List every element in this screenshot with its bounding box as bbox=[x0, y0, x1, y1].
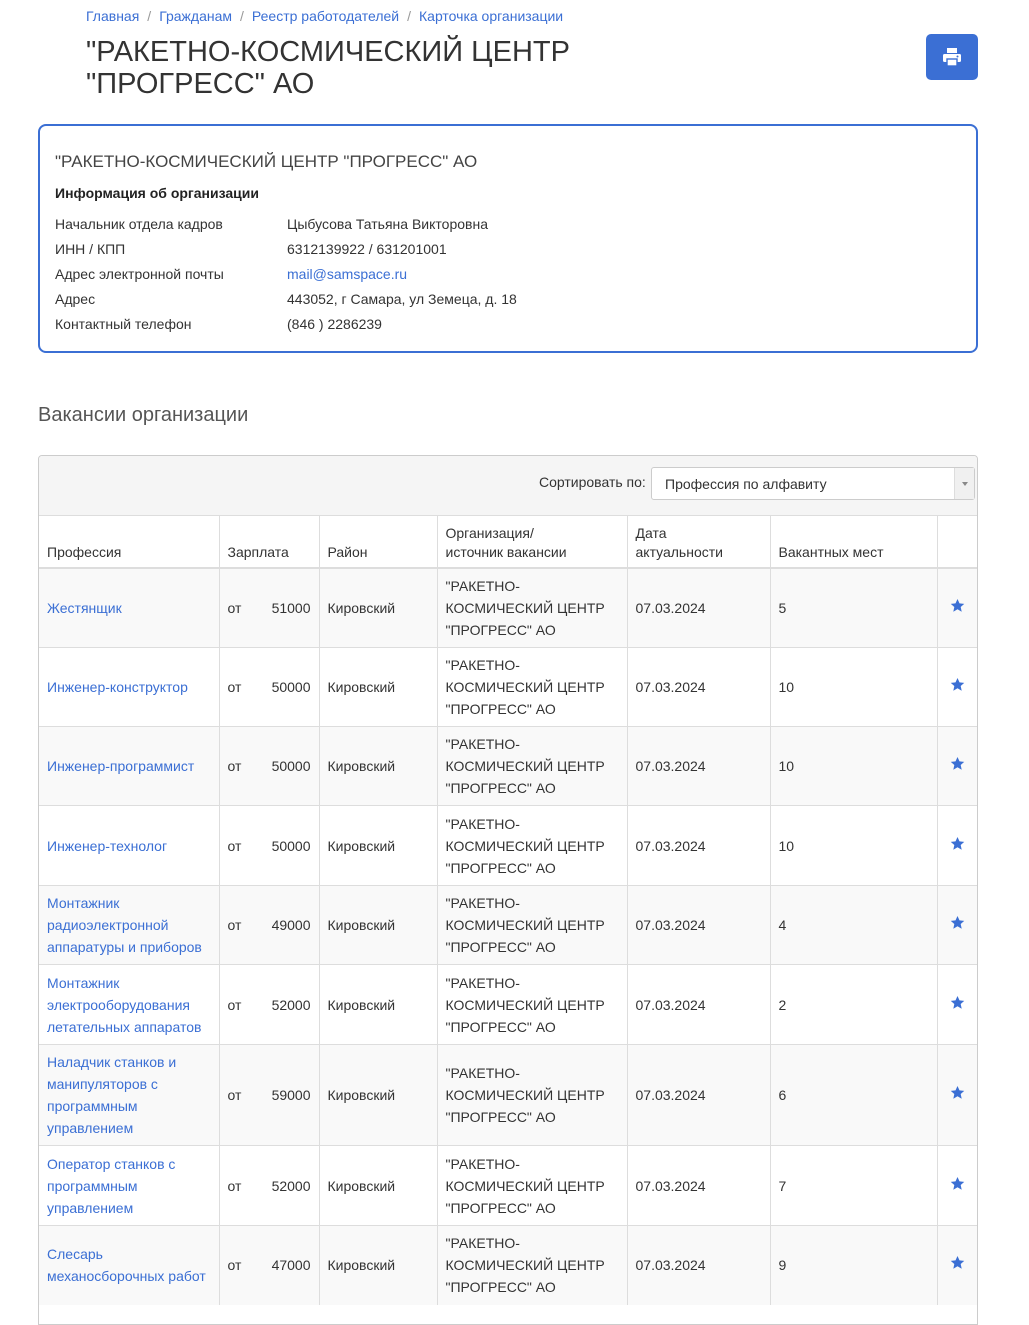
field-value: (846 ) 2286239 bbox=[287, 316, 382, 332]
col-header-date[interactable]: Дата актуальности bbox=[627, 516, 770, 568]
breadcrumb-citizens[interactable]: Гражданам bbox=[159, 8, 233, 24]
table-row bbox=[39, 568, 977, 648]
breadcrumb-home[interactable]: Главная bbox=[86, 8, 140, 24]
cell-profession bbox=[39, 1045, 219, 1146]
vacancies-table bbox=[39, 515, 977, 1305]
cell-favorite bbox=[937, 727, 977, 806]
salary-prefix: от bbox=[227, 1087, 242, 1103]
cell-places: 6 bbox=[770, 1045, 937, 1146]
cell-org: "РАКЕТНО-КОСМИЧЕСКИЙ ЦЕНТР "ПРОГРЕСС" АО bbox=[437, 648, 627, 727]
salary-value: 49000 bbox=[271, 917, 311, 933]
salary-value: 50000 bbox=[271, 837, 311, 854]
cell-salary bbox=[219, 1226, 319, 1305]
cell-district: Кировский bbox=[319, 965, 437, 1045]
table-row bbox=[39, 1226, 977, 1305]
cell-profession bbox=[39, 1226, 219, 1305]
cell-places: 10 bbox=[770, 727, 937, 806]
profession-link[interactable]: Слесарь механосборочных работ bbox=[47, 1246, 206, 1285]
star-icon[interactable] bbox=[950, 917, 965, 933]
cell-favorite bbox=[937, 965, 977, 1045]
cell-salary bbox=[219, 1045, 319, 1146]
field-label: ИНН / КПП bbox=[55, 241, 126, 257]
field-value: 443052, г Самара, ул Земеца, д. 18 bbox=[287, 291, 517, 307]
cell-places: 5 bbox=[770, 568, 937, 648]
star-icon[interactable] bbox=[950, 679, 965, 695]
cell-favorite bbox=[937, 806, 977, 886]
profession-link[interactable]: Жестянщик bbox=[47, 599, 122, 616]
breadcrumb-separator: / bbox=[240, 8, 244, 24]
cell-places: 4 bbox=[770, 886, 937, 965]
cell-places: 10 bbox=[770, 648, 937, 727]
cell-salary bbox=[219, 648, 319, 727]
print-button[interactable] bbox=[926, 34, 978, 80]
star-icon[interactable] bbox=[950, 1257, 965, 1273]
cell-favorite bbox=[937, 568, 977, 648]
cell-favorite bbox=[937, 648, 977, 727]
table-row bbox=[39, 806, 977, 886]
salary-value: 47000 bbox=[271, 1257, 311, 1274]
cell-district: Кировский bbox=[319, 1045, 437, 1146]
cell-district: Кировский bbox=[319, 886, 437, 965]
cell-org: "РАКЕТНО-КОСМИЧЕСКИЙ ЦЕНТР "ПРОГРЕСС" АО bbox=[437, 568, 627, 648]
cell-district: Кировский bbox=[319, 806, 437, 886]
sort-bar bbox=[39, 456, 977, 515]
dropdown-toggle[interactable] bbox=[954, 468, 974, 499]
star-icon[interactable] bbox=[950, 838, 965, 854]
profession-link[interactable]: Оператор станков с программным управлением bbox=[47, 1155, 176, 1216]
cell-profession bbox=[39, 965, 219, 1045]
cell-date: 07.03.2024 bbox=[627, 806, 770, 886]
cell-org: "РАКЕТНО-КОСМИЧЕСКИЙ ЦЕНТР "ПРОГРЕСС" АО bbox=[437, 1045, 627, 1146]
star-icon[interactable] bbox=[950, 997, 965, 1013]
vacancies-heading: Вакансии организации bbox=[38, 404, 249, 426]
email-link[interactable]: mail@samspace.ru bbox=[287, 266, 408, 282]
salary-value: 50000 bbox=[271, 758, 311, 774]
cell-date: 07.03.2024 bbox=[627, 1045, 770, 1146]
cell-salary bbox=[219, 727, 319, 806]
org-name: "РАКЕТНО-КОСМИЧЕСКИЙ ЦЕНТР "ПРОГРЕСС" АО bbox=[55, 152, 478, 171]
table-header-row bbox=[39, 516, 977, 568]
sort-select[interactable] bbox=[651, 467, 975, 500]
salary-value: 52000 bbox=[271, 996, 311, 1013]
print-icon bbox=[942, 47, 962, 67]
cell-org: "РАКЕТНО-КОСМИЧЕСКИЙ ЦЕНТР "ПРОГРЕСС" АО bbox=[437, 965, 627, 1045]
profession-link[interactable]: Инженер-программист bbox=[47, 758, 195, 774]
salary-prefix: от bbox=[227, 599, 242, 616]
cell-date: 07.03.2024 bbox=[627, 965, 770, 1045]
salary-prefix: от bbox=[227, 1177, 242, 1194]
cell-favorite bbox=[937, 1226, 977, 1305]
cell-favorite bbox=[937, 1045, 977, 1146]
profession-link[interactable]: Инженер-технолог bbox=[47, 837, 168, 854]
cell-district: Кировский bbox=[319, 648, 437, 727]
cell-district: Кировский bbox=[319, 568, 437, 648]
cell-date: 07.03.2024 bbox=[627, 1226, 770, 1305]
col-header-places[interactable]: Вакантных мест bbox=[770, 516, 937, 568]
cell-date: 07.03.2024 bbox=[627, 727, 770, 806]
breadcrumb-employers-registry[interactable]: Реестр работодателей bbox=[251, 8, 400, 24]
cell-places: 7 bbox=[770, 1146, 937, 1226]
cell-salary bbox=[219, 806, 319, 886]
salary-value: 59000 bbox=[271, 1087, 311, 1103]
breadcrumb-separator: / bbox=[407, 8, 411, 24]
cell-date: 07.03.2024 bbox=[627, 886, 770, 965]
cell-salary bbox=[219, 1146, 319, 1226]
cell-district: Кировский bbox=[319, 1226, 437, 1305]
col-header-favorite bbox=[937, 516, 977, 568]
cell-org: "РАКЕТНО-КОСМИЧЕСКИЙ ЦЕНТР "ПРОГРЕСС" АО bbox=[437, 806, 627, 886]
table-row bbox=[39, 965, 977, 1045]
col-header-district[interactable]: Район bbox=[319, 516, 437, 568]
cell-salary bbox=[219, 568, 319, 648]
field-label: Начальник отдела кадров bbox=[55, 216, 223, 232]
cell-org: "РАКЕТНО-КОСМИЧЕСКИЙ ЦЕНТР "ПРОГРЕСС" АО bbox=[437, 727, 627, 806]
breadcrumb-org-card[interactable]: Карточка организации bbox=[419, 8, 564, 24]
cell-profession bbox=[39, 648, 219, 727]
cell-profession bbox=[39, 568, 219, 648]
cell-places: 9 bbox=[770, 1226, 937, 1305]
table-row bbox=[39, 886, 977, 965]
cell-places: 2 bbox=[770, 965, 937, 1045]
table-row bbox=[39, 1045, 977, 1146]
page-title: "РАКЕТНО-КОСМИЧЕСКИЙ ЦЕНТР "ПРОГРЕСС" АО bbox=[86, 36, 570, 100]
salary-value: 50000 bbox=[271, 679, 311, 695]
cell-org: "РАКЕТНО-КОСМИЧЕСКИЙ ЦЕНТР "ПРОГРЕСС" АО bbox=[437, 1226, 627, 1305]
salary-value: 52000 bbox=[271, 1177, 311, 1194]
cell-favorite bbox=[937, 886, 977, 965]
profession-link[interactable]: Монтажник радиоэлектронной аппаратуры и приборов bbox=[47, 895, 202, 955]
star-icon[interactable] bbox=[950, 758, 965, 774]
cell-org: "РАКЕТНО-КОСМИЧЕСКИЙ ЦЕНТР "ПРОГРЕСС" АО bbox=[437, 1146, 627, 1226]
chevron-down-icon bbox=[962, 482, 968, 486]
profession-link[interactable]: Наладчик станков и манипуляторов с программным управлением bbox=[47, 1054, 177, 1136]
table-row bbox=[39, 727, 977, 806]
col-header-salary[interactable]: Зарплата bbox=[219, 516, 319, 568]
salary-prefix: от bbox=[227, 1257, 242, 1274]
star-icon[interactable] bbox=[950, 600, 965, 616]
cell-profession bbox=[39, 886, 219, 965]
salary-prefix: от bbox=[227, 758, 242, 774]
salary-prefix: от bbox=[227, 837, 242, 854]
org-info-heading: Информация об организации bbox=[55, 185, 259, 201]
cell-profession bbox=[39, 727, 219, 806]
vacancies-panel bbox=[38, 455, 978, 1325]
star-icon[interactable] bbox=[950, 1178, 965, 1194]
cell-salary bbox=[219, 965, 319, 1045]
cell-places: 10 bbox=[770, 806, 937, 886]
field-value: Цыбусова Татьяна Викторовна bbox=[287, 216, 488, 232]
salary-prefix: от bbox=[227, 996, 242, 1013]
field-label: Адрес электронной почты bbox=[55, 266, 224, 282]
cell-org: "РАКЕТНО-КОСМИЧЕСКИЙ ЦЕНТР "ПРОГРЕСС" АО bbox=[437, 886, 627, 965]
profession-link[interactable]: Инженер-конструктор bbox=[47, 679, 188, 695]
profession-link[interactable]: Монтажник электрооборудования летательных аппаратов bbox=[47, 974, 202, 1035]
cell-salary bbox=[219, 886, 319, 965]
col-header-profession[interactable]: Профессия bbox=[39, 516, 219, 568]
cell-date: 07.03.2024 bbox=[627, 1146, 770, 1226]
cell-date: 07.03.2024 bbox=[627, 568, 770, 648]
cell-district: Кировский bbox=[319, 727, 437, 806]
salary-prefix: от bbox=[227, 917, 242, 933]
table-row bbox=[39, 1146, 977, 1226]
cell-profession bbox=[39, 1146, 219, 1226]
star-icon[interactable] bbox=[950, 1087, 965, 1103]
field-label: Адрес bbox=[55, 291, 96, 307]
salary-value: 51000 bbox=[271, 599, 311, 616]
field-label: Контактный телефон bbox=[55, 316, 192, 332]
cell-district: Кировский bbox=[319, 1146, 437, 1226]
salary-prefix: от bbox=[227, 679, 242, 695]
cell-date: 07.03.2024 bbox=[627, 648, 770, 727]
cell-favorite bbox=[937, 1146, 977, 1226]
sort-label: Сортировать по: bbox=[539, 474, 646, 490]
table-row bbox=[39, 648, 977, 727]
col-header-org[interactable]: Организация/ источник вакансии bbox=[437, 516, 627, 568]
cell-profession bbox=[39, 806, 219, 886]
org-info-card bbox=[38, 124, 978, 353]
breadcrumb bbox=[86, 7, 563, 25]
sort-selected-value: Профессия по алфавиту bbox=[665, 476, 827, 492]
field-value: 6312139922 / 631201001 bbox=[287, 241, 447, 257]
breadcrumb-separator: / bbox=[147, 8, 152, 24]
